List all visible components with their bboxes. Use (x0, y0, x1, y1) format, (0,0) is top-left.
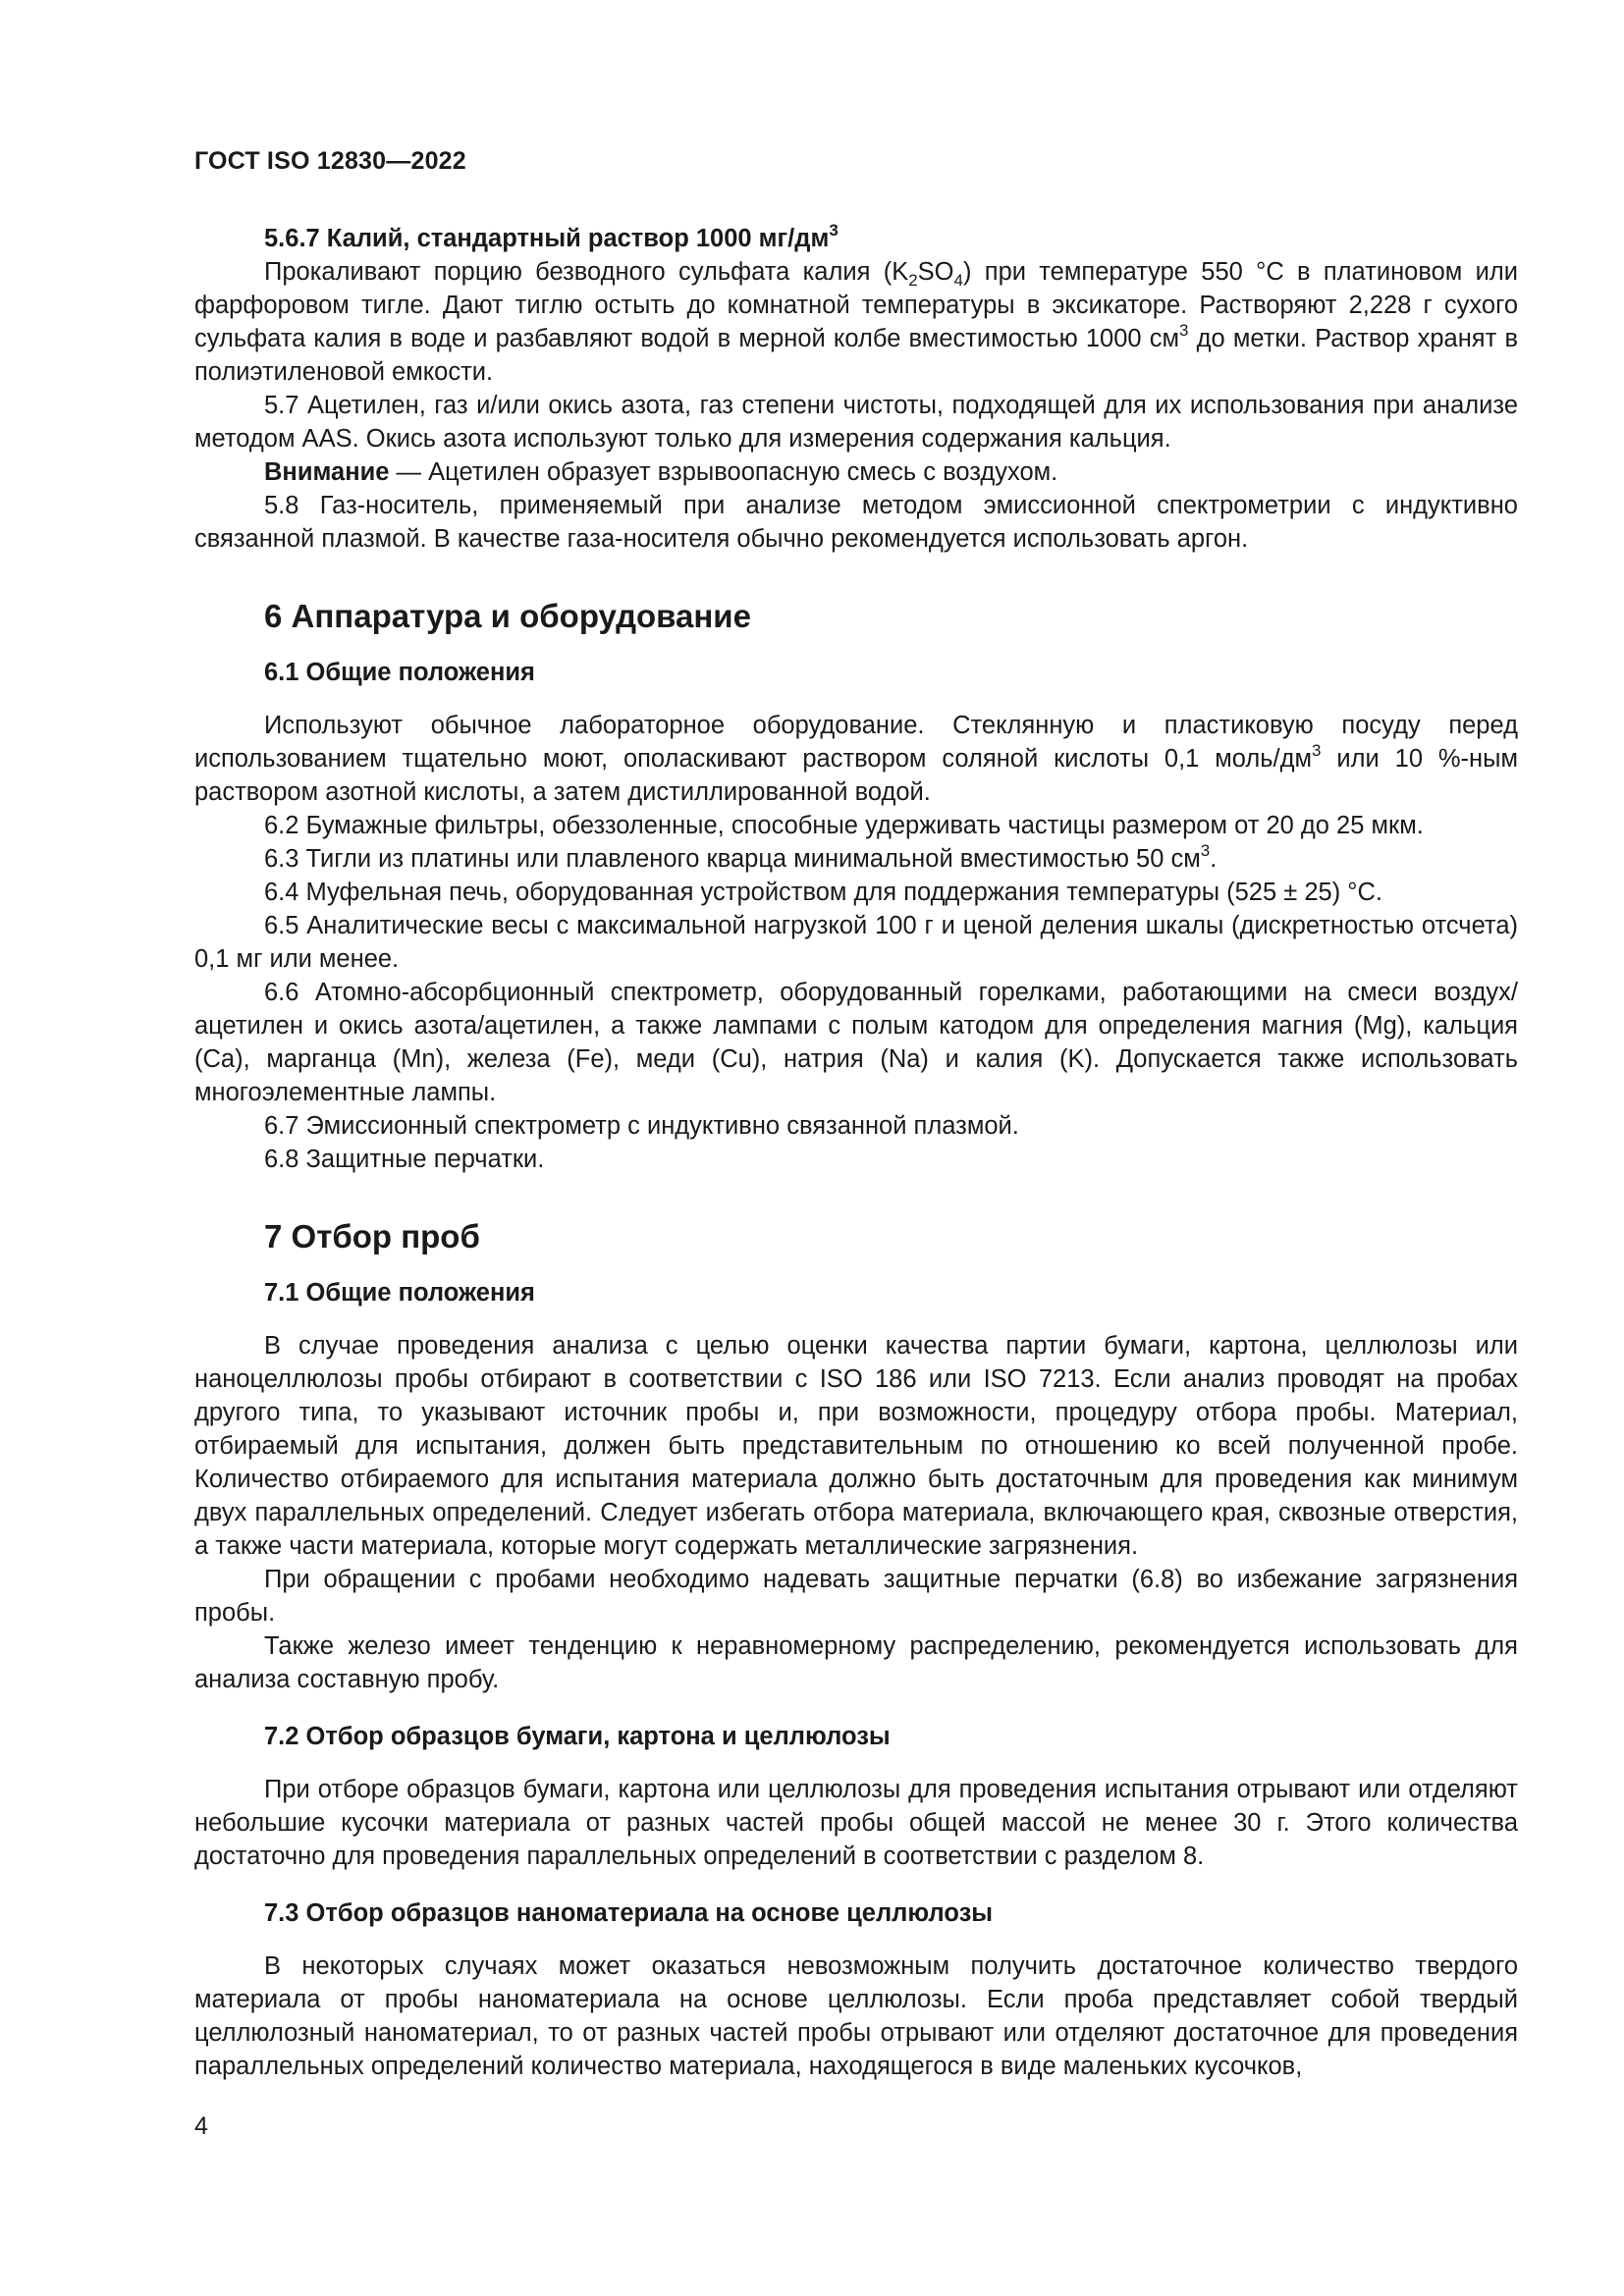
section-5-7-text: 5.7 Ацетилен, газ и/или окись азота, газ степени чистоты, подходящей для их использования при анализе методом AAS. Окись азота используют только для измерения содержания кальция. (194, 392, 1518, 453)
section-6-7-text: 6.7 Эмиссионный спектрометр с индуктивно связанной плазмой. (264, 1112, 1019, 1140)
section-6-2-text: 6.2 Бумажные фильтры, обеззоленные, способные удерживать частицы размером от 20 до 25 мкм. (264, 812, 1424, 839)
section-6-6-text: 6.6 Атомно-абсорбционный спектрометр, оборудованный горелками, работающими на смеси воздух/ацетилен и окись азота/ацетилен, а также лампами с полым катодом для определения магния (Mg), кальция (Ca), марганца (Mn), железа (Fe), меди (Cu), натрия (Na) и калия (K). Допускается также использовать многоэлементные лампы. (194, 979, 1518, 1106)
section-6-3-text: 6.3 Тигли из платины или плавленого кварца минимальной вместимостью 50 $см^3$. (264, 841, 1218, 873)
section-6-8-text: 6.8 Защитные перчатки. (264, 1146, 545, 1173)
section-7-3-heading: 7.3 Отбор образцов наноматериала на основе целлюлозы (264, 1899, 994, 1927)
section-7-1-para-2: При обращении с пробами необходимо надевать защитные перчатки (6.8) во избежание загрязнения пробы. (194, 1566, 1518, 1627)
section-5-6-7-title: 5.6.7 Калий, стандартный раствор 1000 $мг/дм^3$ (264, 221, 839, 252)
page-number: 4 (194, 2112, 208, 2140)
section-7-1-para-1: В случае проведения анализа с целью оценки качества партии бумаги, картона, целлюлозы или наноцеллюлозы пробы отбирают в соответствии с ISO 186 или ISO 7213. Если анализ проводят на пробах другого типа, то указывают источник пробы и, при возможности, процедуру отбора пробы. Материал, отбираемый для испытания, должен быть представительным по отношению ко всей полученной пробе. Количество отбираемого для испытания материала должно быть достаточным для проведения как минимум двух параллельных определений. Следует избегать отбора материала, включающего края, сквозные отверстия, а также части материала, которые могут содержать металлические загрязнения. (194, 1332, 1518, 1560)
section-7-heading: 7 Отбор проб (264, 1218, 480, 1255)
document-body (194, 222, 1518, 2083)
section-6-1-text: Используют обычное лабораторное оборудование. Стеклянную и пластиковую посуду перед использованием тщательно моют, ополаскивают раствором соляной кислоты 0,1 моль/$дм^3$ или 10 %-ным раствором азотной кислоты, а затем дистиллированной водой. (194, 712, 1518, 806)
section-7-3-para-1: В некоторых случаях может оказаться невозможным получить достаточное количество твердого материала от пробы наноматериала на основе целлюлозы. Если проба представляет собой твердый целлюлозный наноматериал, то от разных частей пробы отрывают или отделяют достаточное для проведения параллельных определений количество материала, находящегося в виде маленьких кусочков, (194, 1952, 1518, 2080)
section-6-heading: 6 Аппаратура и оборудование (264, 598, 751, 634)
section-5-8-text: 5.8 Газ-носитель, применяемый при анализе методом эмиссионной спектрометрии с индуктивно связанной плазмой. В качестве газа-носителя обычно рекомендуется использовать аргон. (194, 492, 1518, 553)
section-7-2-para-1: При отборе образцов бумаги, картона или целлюлозы для проведения испытания отрывают или отделяют небольшие кусочки материала от разных частей пробы общей массой не менее 30 г. Этого количества достаточно для проведения параллельных определений в соответствии с разделом 8. (194, 1776, 1518, 1870)
section-5-6-7-text: Прокаливают порцию безводного сульфата калия $(K_2SO_4)$ при температуре 550 °C в платиновом или фарфоровом тигле. Дают тиглю остыть до комнатной температуры в эксикаторе. Растворяют 2,228 г сухого сульфата калия в воде и разбавляют водой в мерной колбе вместимостью 1000 $см^3$ до метки. Раствор хранят в полиэтиленовой емкости. (194, 258, 1518, 386)
section-7-1-heading: 7.1 Общие положения (264, 1279, 535, 1307)
section-7-2-heading: 7.2 Отбор образцов бумаги, картона и целлюлозы (264, 1723, 891, 1750)
section-7-1-para-3: Также железо имеет тенденцию к неравномерному распределению, рекомендуется использовать для анализа составную пробу. (194, 1632, 1518, 1693)
warning-label: Внимание (264, 458, 390, 486)
section-6-1-heading: 6.1 Общие положения (264, 659, 535, 686)
warning-note: Внимание — Ацетилен образует взрывоопасную смесь с воздухом. (264, 458, 1058, 486)
page-header: ГОСТ ISO 12830—2022 (194, 147, 466, 175)
section-6-5-text: 6.5 Аналитические весы с максимальной нагрузкой 100 г и ценой деления шкалы (дискретностью отсчета) 0,1 мг или менее. (194, 912, 1518, 973)
section-6-4-text: 6.4 Муфельная печь, оборудованная устройством для поддержания температуры (525 ± 25) °C. (264, 879, 1382, 906)
